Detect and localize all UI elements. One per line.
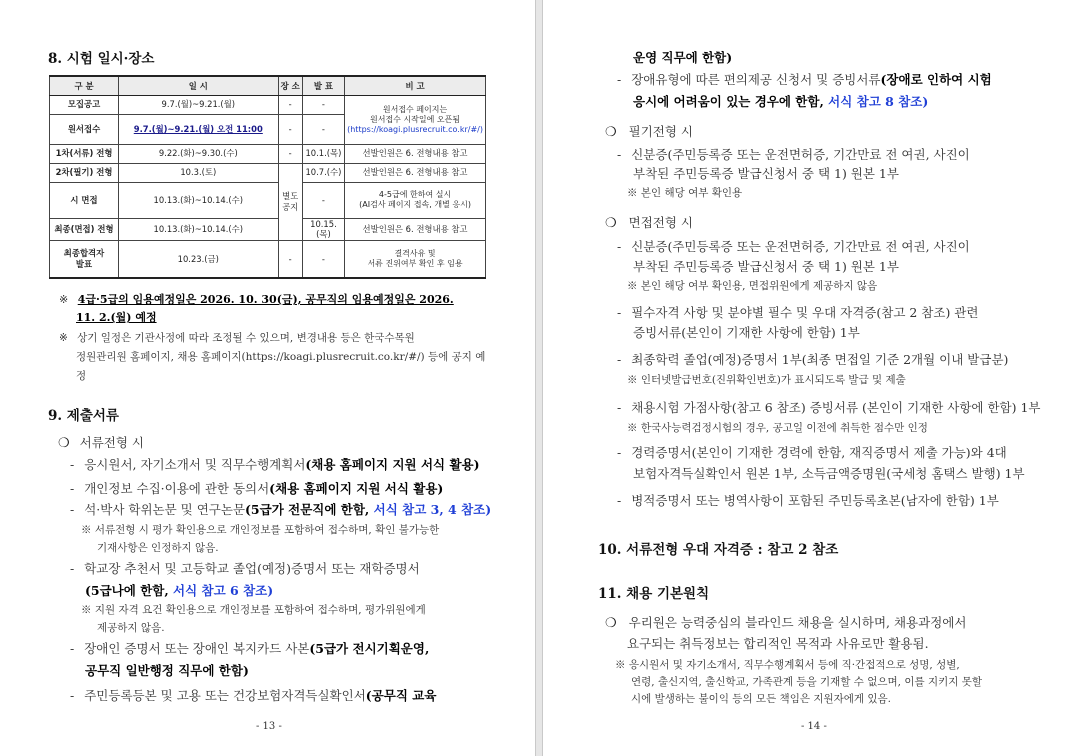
row-label: 모집공고: [50, 95, 119, 114]
item-text: 장애인 증명서 또는 장애인 복지카드 사본: [84, 641, 310, 656]
appointment-note-cont: 11. 2.(월) 예정: [76, 311, 157, 324]
table-row: [50, 163, 486, 182]
row-announcement: 10.7.(수): [302, 163, 344, 182]
row-announcement: -: [302, 95, 344, 114]
item-note: 제공하지 않음.: [97, 622, 165, 634]
row-label: 1차(서류) 전형: [50, 144, 119, 163]
note-text: 상기 일정은 기관사정에 따라 조정될 수 있으며, 변경내용 등은 한국수목원: [77, 332, 415, 344]
place-text: 별도: [282, 191, 299, 201]
item-bold: 공무직 일반행정 직무에 한함): [85, 663, 249, 678]
item-text: 채용시험 가점사항(참고 6 참조) 증빙서류 (본인이 기재한 사항에 한함) 1부: [631, 400, 1041, 415]
row-remarks: 선발인원은 6. 전형내용 참고: [345, 163, 486, 182]
table-row: [50, 144, 486, 163]
appointment-note-text: 4급·5급의 임용예정일은 2026. 10. 30(금), 공무직의 임용예정일은 2026.: [77, 293, 454, 306]
note-text: 정: [76, 370, 87, 382]
form-reference: 서식 참고 3, 4 참조): [369, 502, 492, 517]
row-label: 시 면접: [50, 182, 119, 218]
row-remarks: 선발인원은 6. 전형내용 참고: [345, 218, 486, 240]
subsection-title: 필기전형 시: [628, 124, 693, 139]
row-date: 10.23.(금): [119, 240, 279, 278]
item-bold: (공무직 교육: [365, 688, 437, 703]
circle-bullet-icon: ❍: [605, 616, 617, 631]
list-item: [70, 686, 436, 704]
item-text: 부착된 주민등록증 발급신청서 중 택 1) 원본 1부: [633, 259, 899, 274]
table-row: [50, 240, 486, 278]
continued-text: 운영 직무에 한함): [633, 50, 733, 65]
subsection-title: 서류전형 시: [79, 435, 144, 450]
list-item-cont: [633, 92, 928, 110]
header-datetime: 일 시: [119, 76, 279, 95]
row-remarks: [345, 182, 486, 218]
dash-bullet: -: [70, 688, 75, 703]
page-13: [0, 0, 536, 756]
dash-bullet: -: [70, 457, 75, 472]
circle-bullet-icon: ❍: [58, 436, 70, 451]
note-text: 정원관리원 홈페이지, 채용 홈페이지(https://koagi.plusrecruit.co.kr/#/) 등에 공지 예: [76, 351, 486, 363]
table-row: [50, 182, 486, 218]
list-item: [70, 559, 420, 577]
schedule-table: [49, 75, 486, 279]
row-place: -: [278, 114, 302, 144]
header-announcement: 발 표: [302, 76, 344, 95]
dash-bullet: -: [617, 493, 622, 508]
dash-bullet: -: [70, 502, 75, 517]
row-label: 최종(면접) 전형: [50, 218, 119, 240]
dash-bullet: -: [617, 305, 622, 320]
item-text: 필수자격 사항 및 분야별 필수 및 우대 자격증(참고 2 참조) 관련: [631, 305, 979, 320]
remark-line: 원서접수 페이지는: [382, 104, 448, 114]
row-date: 9.7.(월)~9.21.(월) 오전 11:00: [119, 114, 279, 144]
list-item: [617, 145, 970, 163]
subsection-title: 면접전형 시: [628, 215, 693, 230]
item-note: ※ 본인 해당 여부 확인용, 면접위원에게 제공하지 않음: [627, 280, 878, 292]
row-remarks-application: [345, 95, 486, 144]
item-text: 증빙서류(본인이 기재한 사항에 한함) 1부: [633, 325, 860, 340]
section-10-title: 10. 서류전형 우대 자격증 : 참고 2 참조: [598, 542, 839, 558]
item-note: 연령, 출신지역, 출신학교, 가족관계 등을 기재할 수 없으며, 이를 지키지 못할: [631, 676, 983, 688]
remark-line: 원서접수 시작일에 오픈됨: [370, 114, 461, 124]
list-item: [617, 303, 978, 321]
item-text: 우리원은 능력중심의 블라인드 채용을 실시하며, 채용과정에서: [628, 615, 967, 630]
header-category: 구 분: [50, 76, 119, 95]
remark-line: 서류 진위여부 확인 후 임용: [367, 258, 463, 268]
subsection-document-screening: [58, 433, 144, 451]
list-item: [70, 455, 480, 473]
row-label: [50, 240, 119, 278]
row-place: -: [278, 144, 302, 163]
list-item: [617, 350, 1008, 368]
row-remarks: [345, 240, 486, 278]
dash-bullet: -: [617, 239, 622, 254]
row-label: 2차(필기) 전형: [50, 163, 119, 182]
item-bold: (5급나에 한함,: [85, 583, 169, 598]
label-line: 최종합격자: [63, 248, 105, 259]
dash-bullet: -: [70, 561, 75, 576]
item-bold: (채용 홈페이지 지원 서식 활용): [305, 457, 480, 472]
item-note: ※ 지원 자격 요건 확인용으로 개인정보를 포함하여 접수하며, 평가위원에게: [81, 604, 426, 616]
form-reference: 서식 참고 6 참조): [168, 583, 274, 598]
row-label: 원서접수: [50, 114, 119, 144]
row-date: 10.13.(화)~10.14.(수): [119, 218, 279, 240]
item-text: 학교장 추천서 및 고등학교 졸업(예정)증명서 또는 재학증명서: [84, 561, 420, 576]
item-bold: (장애로 인하여 시험: [880, 72, 992, 87]
remark-line: (AI검사 페이지 접속, 개별 응시): [359, 200, 471, 209]
page-number: - 14 -: [801, 721, 827, 732]
item-note: 시에 발생하는 불이익 등의 모든 책임은 지원자에게 있음.: [631, 693, 891, 705]
dash-bullet: -: [70, 641, 75, 656]
subsection-written-exam: [605, 122, 693, 140]
place-text: 공지: [282, 201, 299, 212]
item-bold: (5급가 전문직에 한함,: [245, 502, 370, 517]
row-date: 9.7.(월)~9.21.(월): [119, 95, 279, 114]
row-announcement: -: [302, 240, 344, 278]
principle-item: [605, 613, 966, 631]
header-place: 장 소: [278, 76, 302, 95]
item-text: 응시원서, 자기소개서 및 직무수행계획서: [84, 457, 306, 472]
list-item: [617, 237, 970, 255]
appointment-note: [59, 291, 454, 307]
row-date: 10.13.(화)~10.14.(수): [119, 182, 279, 218]
item-note: ※ 응시원서 및 자기소개서, 직무수행계획서 등에 직·간접적으로 성명, 성별,: [615, 659, 960, 671]
remark-line: 4-5급에 한하여 실시: [378, 190, 452, 199]
item-text: 보험자격득실확인서 원본 1부, 소득금액증명원(국세청 홈택스 발행) 1부: [633, 466, 1025, 481]
dash-bullet: -: [617, 72, 622, 87]
row-announcement: -: [302, 114, 344, 144]
note-mark: ※: [59, 293, 69, 306]
table-row: [50, 95, 486, 114]
section-9-title: 9. 제출서류: [48, 408, 119, 424]
item-bold: (채용 홈페이지 지원 서식 활용): [269, 481, 444, 496]
row-announcement: -: [302, 182, 344, 218]
circle-bullet-icon: ❍: [605, 125, 617, 140]
item-bold: (5급가 전시기획운영,: [309, 641, 430, 656]
row-place: -: [278, 240, 302, 278]
section-11-title: 11. 채용 기본원칙: [598, 586, 710, 602]
item-note: ※ 본인 해당 여부 확인용: [627, 187, 743, 199]
form-reference: 서식 참고 8 참조): [823, 94, 929, 109]
item-note: ※ 서류전형 시 평가 확인용으로 개인정보를 포함하여 접수하며, 확인 불가능한: [81, 524, 440, 536]
list-item: [70, 639, 429, 657]
list-item: [70, 479, 443, 497]
header-remarks: 비 고: [345, 76, 486, 95]
item-bold: 응시에 어려움이 있는 경우에 한함,: [633, 94, 824, 109]
schedule-change-note: [59, 330, 415, 345]
item-note: ※ 한국사능력검정시험의 경우, 공고일 이전에 취득한 점수만 인정: [627, 422, 928, 434]
list-item: [617, 398, 1041, 416]
item-text: 개인정보 수집·이용에 관한 동의서: [84, 481, 270, 496]
row-date: 10.3.(토): [119, 163, 279, 182]
item-text: 신분증(주민등록증 또는 운전면허증, 기간만료 전 여권, 사진이: [631, 147, 970, 162]
note-mark: ※: [59, 332, 68, 344]
list-item: [70, 500, 491, 518]
item-text: 경력증명서(본인이 기재한 경력에 한함, 재직증명서 제출 가능)와 4대: [631, 445, 1007, 460]
item-note: 기재사항은 인정하지 않음.: [97, 542, 219, 554]
item-text: 요구되는 취득정보는 합리적인 목적과 사유로만 활용됨.: [627, 636, 929, 651]
row-date: 9.22.(화)~9.30.(수): [119, 144, 279, 163]
recruit-site-link[interactable]: (https://koagi.plusrecruit.co.kr/#/): [347, 124, 483, 134]
circle-bullet-icon: ❍: [605, 216, 617, 231]
list-item: [617, 443, 1007, 461]
list-item: [617, 491, 999, 509]
list-item: [617, 70, 992, 88]
row-remarks: 선발인원은 6. 전형내용 참고: [345, 144, 486, 163]
item-text: 신분증(주민등록증 또는 운전면허증, 기간만료 전 여권, 사진이: [631, 239, 970, 254]
row-place-merged: [278, 163, 302, 240]
page-number: - 13 -: [256, 721, 282, 732]
dash-bullet: -: [617, 352, 622, 367]
item-text: 병적증명서 또는 병역사항이 포함된 주민등록초본(남자에 한함) 1부: [631, 493, 999, 508]
item-note: ※ 인터넷발급번호(진위확인번호)가 표시되도록 발급 및 제출: [627, 374, 906, 386]
subsection-interview: [605, 213, 693, 231]
section-8-title: 8. 시험 일시·장소: [48, 51, 155, 67]
item-text: 석·박사 학위논문 및 연구논문: [84, 502, 246, 517]
remark-line: 결격사유 및: [394, 248, 436, 258]
table-header-row: [50, 76, 486, 95]
label-line: 발표: [75, 258, 93, 269]
row-announcement: 10.15.(목): [302, 218, 344, 240]
dash-bullet: -: [70, 481, 75, 496]
item-text: 부착된 주민등록증 발급신청서 중 택 1) 원본 1부: [633, 166, 899, 181]
item-text: 주민등록등본 및 고용 또는 건강보험자격득실확인서: [84, 688, 366, 703]
dash-bullet: -: [617, 400, 622, 415]
item-text: 장애유형에 따른 편의제공 신청서 및 증빙서류: [631, 72, 881, 87]
dash-bullet: -: [617, 445, 622, 460]
row-announcement: 10.1.(목): [302, 144, 344, 163]
dash-bullet: -: [617, 147, 622, 162]
list-item-cont: [85, 581, 273, 599]
page-14: [542, 0, 1082, 756]
row-place: -: [278, 95, 302, 114]
item-text: 최종학력 졸업(예정)증명서 1부(최종 면접일 기준 2개월 이내 발급분): [631, 352, 1009, 367]
table-row: [50, 218, 486, 240]
